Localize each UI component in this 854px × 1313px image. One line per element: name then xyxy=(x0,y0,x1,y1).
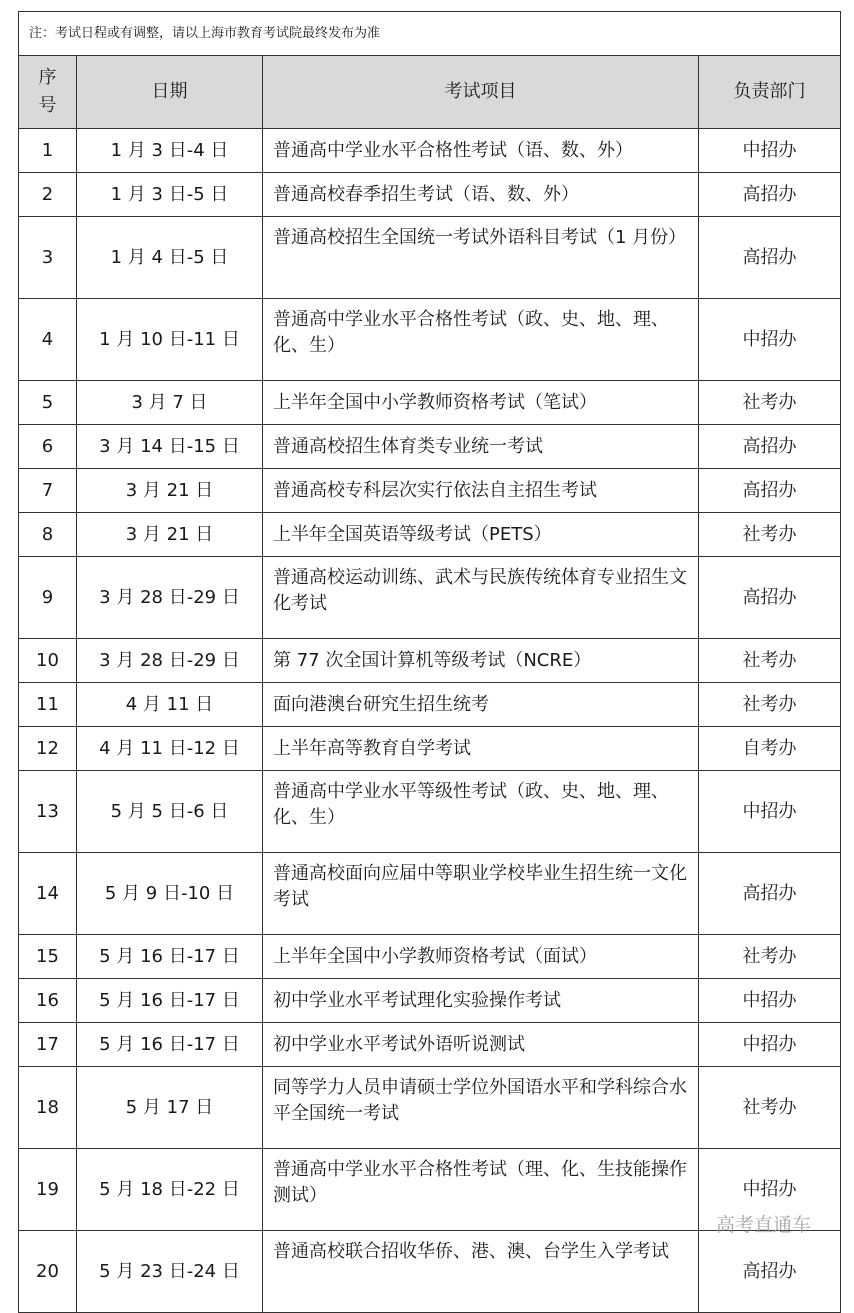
table-row xyxy=(19,639,841,683)
table-row xyxy=(19,1231,841,1313)
row-number: 11 xyxy=(19,683,77,727)
row-exam-item: 普通高校面向应届中等职业学校毕业生招生统一文化考试 xyxy=(263,853,699,935)
row-exam-item: 第 77 次全国计算机等级考试（NCRE） xyxy=(263,639,699,683)
row-number: 15 xyxy=(19,935,77,979)
row-number: 12 xyxy=(19,727,77,771)
row-number: 5 xyxy=(19,381,77,425)
row-dept: 自考办 xyxy=(699,727,841,771)
exam-schedule-table xyxy=(18,11,841,1313)
row-dept: 高招办 xyxy=(699,1231,841,1313)
row-dept: 社考办 xyxy=(699,639,841,683)
header-date: 日期 xyxy=(77,56,263,129)
row-date: 3 月 14 日-15 日 xyxy=(77,425,263,469)
row-exam-item: 上半年高等教育自学考试 xyxy=(263,727,699,771)
note-text: 注：考试日程或有调整，请以上海市教育考试院最终发布为准 xyxy=(19,12,841,56)
row-dept: 高招办 xyxy=(699,469,841,513)
row-date: 5 月 17 日 xyxy=(77,1067,263,1149)
row-date: 3 月 21 日 xyxy=(77,513,263,557)
row-date: 1 月 3 日-5 日 xyxy=(77,173,263,217)
row-number: 16 xyxy=(19,979,77,1023)
table-row xyxy=(19,935,841,979)
row-dept: 社考办 xyxy=(699,513,841,557)
row-date: 3 月 21 日 xyxy=(77,469,263,513)
row-number: 20 xyxy=(19,1231,77,1313)
row-date: 5 月 23 日-24 日 xyxy=(77,1231,263,1313)
row-number: 6 xyxy=(19,425,77,469)
table-row xyxy=(19,217,841,299)
table-row xyxy=(19,425,841,469)
row-dept: 高招办 xyxy=(699,853,841,935)
row-number: 17 xyxy=(19,1023,77,1067)
row-exam-item: 普通高中学业水平等级性考试（政、史、地、理、化、生） xyxy=(263,771,699,853)
row-exam-item: 同等学力人员申请硕士学位外国语水平和学科综合水平全国统一考试 xyxy=(263,1067,699,1149)
header-row xyxy=(19,56,841,129)
row-exam-item: 普通高校招生全国统一考试外语科目考试（1 月份） xyxy=(263,217,699,299)
row-date: 5 月 16 日-17 日 xyxy=(77,935,263,979)
row-number: 1 xyxy=(19,129,77,173)
row-date: 4 月 11 日 xyxy=(77,683,263,727)
row-exam-item: 初中学业水平考试外语听说测试 xyxy=(263,1023,699,1067)
row-exam-item: 普通高校运动训练、武术与民族传统体育专业招生文化考试 xyxy=(263,557,699,639)
row-exam-item: 普通高中学业水平合格性考试（政、史、地、理、化、生） xyxy=(263,299,699,381)
table-row xyxy=(19,979,841,1023)
row-exam-item: 普通高中学业水平合格性考试（语、数、外） xyxy=(263,129,699,173)
row-exam-item: 普通高校联合招收华侨、港、澳、台学生入学考试 xyxy=(263,1231,699,1313)
row-dept: 高招办 xyxy=(699,557,841,639)
row-number: 7 xyxy=(19,469,77,513)
row-date: 3 月 28 日-29 日 xyxy=(77,557,263,639)
row-exam-item: 上半年全国中小学教师资格考试（笔试） xyxy=(263,381,699,425)
row-dept: 高招办 xyxy=(699,425,841,469)
row-number: 19 xyxy=(19,1149,77,1231)
row-dept: 社考办 xyxy=(699,935,841,979)
table-row xyxy=(19,299,841,381)
row-date: 3 月 7 日 xyxy=(77,381,263,425)
row-exam-item: 上半年全国英语等级考试（PETS） xyxy=(263,513,699,557)
row-number: 4 xyxy=(19,299,77,381)
table-row xyxy=(19,173,841,217)
table-row xyxy=(19,557,841,639)
row-dept: 中招办 xyxy=(699,1149,841,1231)
row-exam-item: 面向港澳台研究生招生统考 xyxy=(263,683,699,727)
row-number: 2 xyxy=(19,173,77,217)
row-dept: 中招办 xyxy=(699,1023,841,1067)
row-dept: 高招办 xyxy=(699,173,841,217)
row-date: 5 月 18 日-22 日 xyxy=(77,1149,263,1231)
watermark: 高考直通车 xyxy=(716,1214,812,1236)
table-row xyxy=(19,727,841,771)
table-row xyxy=(19,129,841,173)
note-row xyxy=(19,12,841,56)
row-date: 1 月 3 日-4 日 xyxy=(77,129,263,173)
header-no: 序 号 xyxy=(19,56,77,129)
row-exam-item: 初中学业水平考试理化实验操作考试 xyxy=(263,979,699,1023)
table-row xyxy=(19,513,841,557)
row-number: 18 xyxy=(19,1067,77,1149)
row-dept: 社考办 xyxy=(699,1067,841,1149)
table-row xyxy=(19,469,841,513)
row-date: 3 月 28 日-29 日 xyxy=(77,639,263,683)
row-dept: 中招办 xyxy=(699,299,841,381)
row-number: 14 xyxy=(19,853,77,935)
row-exam-item: 普通高校招生体育类专业统一考试 xyxy=(263,425,699,469)
row-date: 5 月 9 日-10 日 xyxy=(77,853,263,935)
row-number: 13 xyxy=(19,771,77,853)
row-date: 1 月 10 日-11 日 xyxy=(77,299,263,381)
table-row xyxy=(19,853,841,935)
row-date: 1 月 4 日-5 日 xyxy=(77,217,263,299)
row-dept: 高招办 xyxy=(699,217,841,299)
row-exam-item: 普通高校春季招生考试（语、数、外） xyxy=(263,173,699,217)
row-exam-item: 普通高中学业水平合格性考试（理、化、生技能操作测试） xyxy=(263,1149,699,1231)
header-dept: 负责部门 xyxy=(699,56,841,129)
row-dept: 中招办 xyxy=(699,771,841,853)
table-row xyxy=(19,771,841,853)
row-exam-item: 上半年全国中小学教师资格考试（面试） xyxy=(263,935,699,979)
row-dept: 中招办 xyxy=(699,979,841,1023)
row-exam-item: 普通高校专科层次实行依法自主招生考试 xyxy=(263,469,699,513)
table-row xyxy=(19,381,841,425)
row-date: 5 月 5 日-6 日 xyxy=(77,771,263,853)
table-row xyxy=(19,1067,841,1149)
row-number: 9 xyxy=(19,557,77,639)
row-dept: 社考办 xyxy=(699,683,841,727)
row-date: 5 月 16 日-17 日 xyxy=(77,1023,263,1067)
row-number: 8 xyxy=(19,513,77,557)
table-row xyxy=(19,683,841,727)
row-dept: 社考办 xyxy=(699,381,841,425)
row-number: 3 xyxy=(19,217,77,299)
row-dept: 中招办 xyxy=(699,129,841,173)
header-item: 考试项目 xyxy=(263,56,699,129)
table-row xyxy=(19,1023,841,1067)
row-date: 5 月 16 日-17 日 xyxy=(77,979,263,1023)
row-number: 10 xyxy=(19,639,77,683)
row-date: 4 月 11 日-12 日 xyxy=(77,727,263,771)
